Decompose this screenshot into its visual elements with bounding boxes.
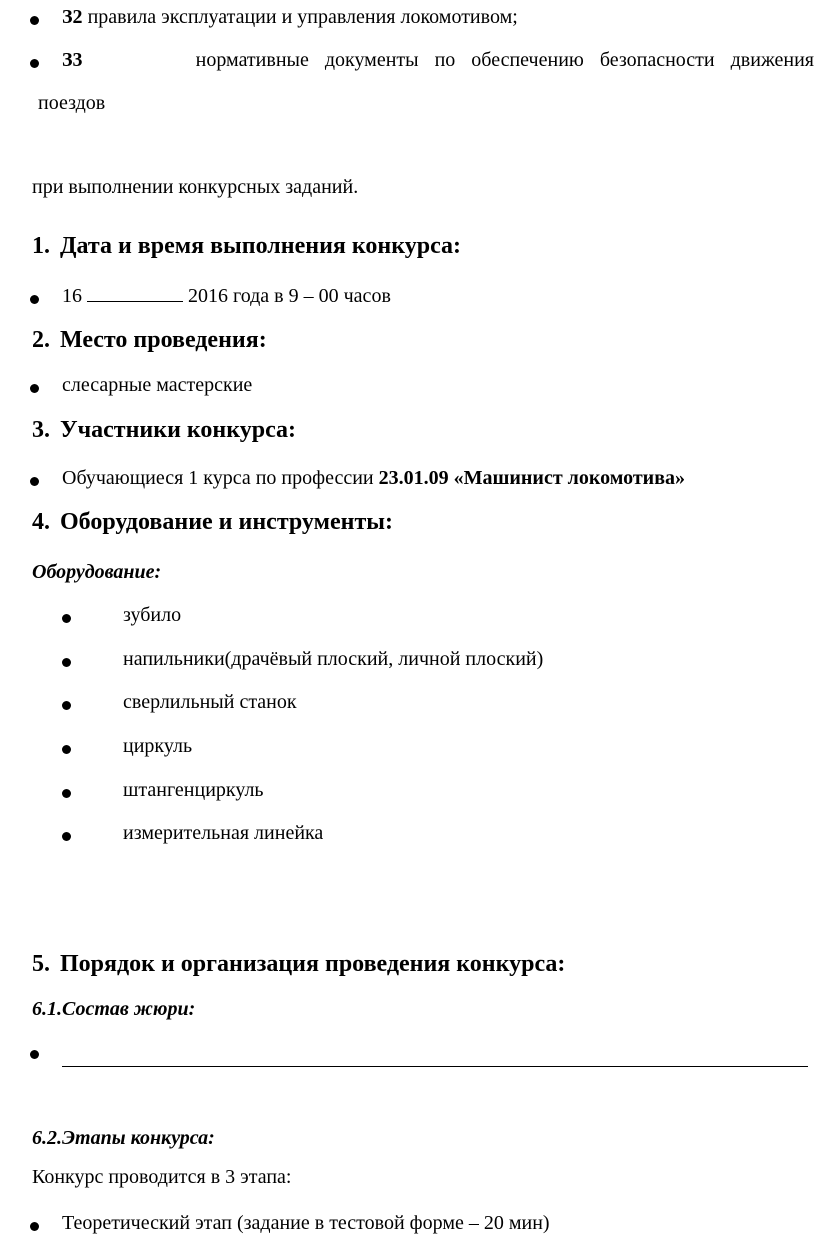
date-month-blank [87, 301, 183, 302]
jury-subheading: 6.1.Состав жюри: [32, 998, 196, 1020]
jury-blank-line [62, 1066, 808, 1067]
bullet-icon [62, 789, 71, 798]
section-title: Оборудование и инструменты: [60, 509, 393, 535]
list-item: Теоретический этап (задание в тестовой форме – 20 мин) [62, 1212, 550, 1234]
equipment-item: циркуль [123, 735, 193, 757]
date-day: 16 [62, 285, 82, 307]
item-text: правила эксплуатации и управления локомотивом; [87, 6, 518, 28]
equipment-item: измерительная линейка [123, 822, 324, 844]
list-item: слесарные мастерские [62, 374, 253, 396]
item-code: З3 [62, 49, 83, 71]
bullet-icon [62, 745, 71, 754]
section-number: 1. [32, 233, 50, 259]
section-number: 2. [32, 327, 50, 353]
section-number: 5. [32, 951, 50, 977]
equipment-subheading: Оборудование: [32, 561, 162, 583]
bullet-icon [62, 832, 71, 841]
bullet-icon [30, 1050, 39, 1059]
section-5-heading [32, 951, 565, 978]
stages-subheading: 6.2.Этапы конкурса: [32, 1127, 215, 1149]
section-3-heading [32, 417, 296, 444]
list-item [62, 6, 518, 29]
intro-text: при выполнении конкурсных заданий. [32, 176, 359, 198]
bullet-icon [30, 16, 39, 25]
list-item [62, 467, 685, 490]
bullet-icon [62, 614, 71, 623]
section-1-heading [32, 233, 461, 260]
list-item [62, 49, 814, 72]
section-4-heading [32, 509, 393, 536]
item-text: нормативные документы по обеспечению безопасности движения [195, 49, 814, 71]
section-title: Место проведения: [60, 327, 267, 353]
section-title: Дата и время выполнения конкурса: [60, 233, 462, 259]
bullet-icon [30, 477, 39, 486]
item-code: З2 [62, 6, 83, 28]
section-number: 3. [32, 417, 50, 443]
equipment-item: напильники(драчёвый плоский, личной плоский) [123, 648, 544, 670]
bullet-icon [30, 384, 39, 393]
participants-text: Обучающиеся 1 курса по профессии [62, 467, 379, 489]
equipment-item: сверлильный станок [123, 691, 297, 713]
list-item [62, 285, 391, 308]
bullet-icon [30, 1222, 39, 1231]
stages-text: Конкурс проводится в 3 этапа: [32, 1166, 292, 1188]
profession-name: 23.01.09 «Машинист локомотива» [378, 467, 686, 489]
date-rest: 2016 года в 9 – 00 часов [188, 285, 391, 307]
section-2-heading [32, 327, 267, 354]
bullet-icon [62, 658, 71, 667]
section-title: Порядок и организация проведения конкурса: [60, 951, 566, 977]
section-title: Участники конкурса: [60, 417, 297, 443]
equipment-item: штангенциркуль [123, 779, 264, 801]
bullet-icon [30, 295, 39, 304]
section-number: 4. [32, 509, 50, 535]
list-item-continuation: поездов [38, 92, 106, 114]
bullet-icon [62, 701, 71, 710]
bullet-icon [30, 59, 39, 68]
equipment-item: зубило [123, 604, 182, 626]
